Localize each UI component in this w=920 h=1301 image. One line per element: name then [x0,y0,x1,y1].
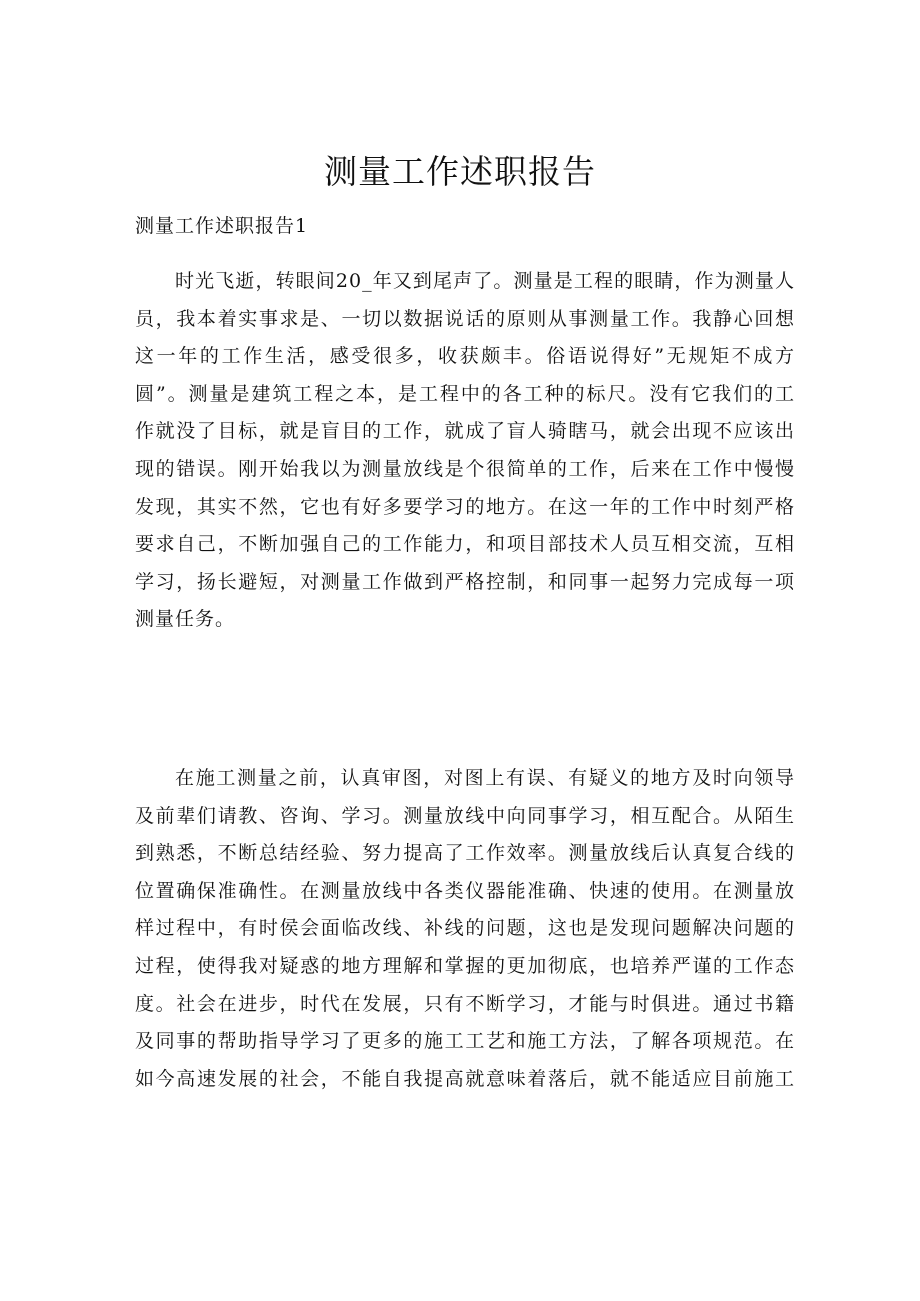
paragraph-line: 在施工测量之前，认真审图，对图上有误、有疑义的地方及时向领导 [175,767,795,789]
paragraph-line: 圆”。测量是建筑工程之本，是工程中的各工种的标尺。没有它我们的工 [135,382,795,405]
paragraph-line: 现的错误。刚开始我以为测量放线是个很简单的工作，后来在工作中慢慢 [135,457,795,480]
paragraph-line: 到熟悉，不断总结经验、努力提高了工作效率。测量放线后认真复合线的 [135,842,795,865]
paragraph-2 [135,760,795,1098]
paragraph-1 [135,263,795,639]
section-heading: 测量工作述职报告1 [135,215,309,237]
paragraph-line: 这一年的工作生活，感受很多，收获颇丰。俗语说得好”无规矩不成方 [135,345,795,368]
document-title: 测量工作述职报告 [324,152,596,191]
paragraph-line: 员，我本着实事求是、一切以数据说话的原则从事测量工作。我静心回想 [135,307,795,330]
paragraph-line: 学习，扬长避短，对测量工作做到严格控制，和同事一起努力完成每一项 [135,570,795,593]
paragraph-line: 过程，使得我对疑惑的地方理解和掌握的更加彻底，也培养严谨的工作态 [135,954,795,977]
paragraph-line: 作就没了目标，就是盲目的工作，就成了盲人骑瞎马，就会出现不应该出 [135,420,795,443]
paragraph-line: 及同事的帮助指导学习了更多的施工工艺和施工方法，了解各项规范。在 [135,1030,795,1053]
paragraph-line: 测量任务。 [135,608,236,631]
paragraph-line: 发现，其实不然，它也有好多要学习的地方。在这一年的工作中时刻严格 [135,495,795,518]
paragraph-line: 及前辈们请教、咨询、学习。测量放线中向同事学习，相互配合。从陌生 [135,804,795,827]
paragraph-line: 样过程中，有时侯会面临改线、补线的问题，这也是发现问题解决问题的 [135,917,795,940]
paragraph-line: 要求自己，不断加强自己的工作能力，和项目部技术人员互相交流，互相 [135,533,795,556]
paragraph-line: 度。社会在进步，时代在发展，只有不断学习，才能与时俱进。通过书籍 [135,992,795,1015]
paragraph-line: 时光飞逝，转眼间20_年又到尾声了。测量是工程的眼睛，作为测量人 [175,270,795,292]
paragraph-line: 位置确保准确性。在测量放线中各类仪器能准确、快速的使用。在测量放 [135,879,795,902]
paragraph-line: 如今高速发展的社会，不能自我提高就意味着落后，就不能适应目前施工 [135,1067,795,1090]
